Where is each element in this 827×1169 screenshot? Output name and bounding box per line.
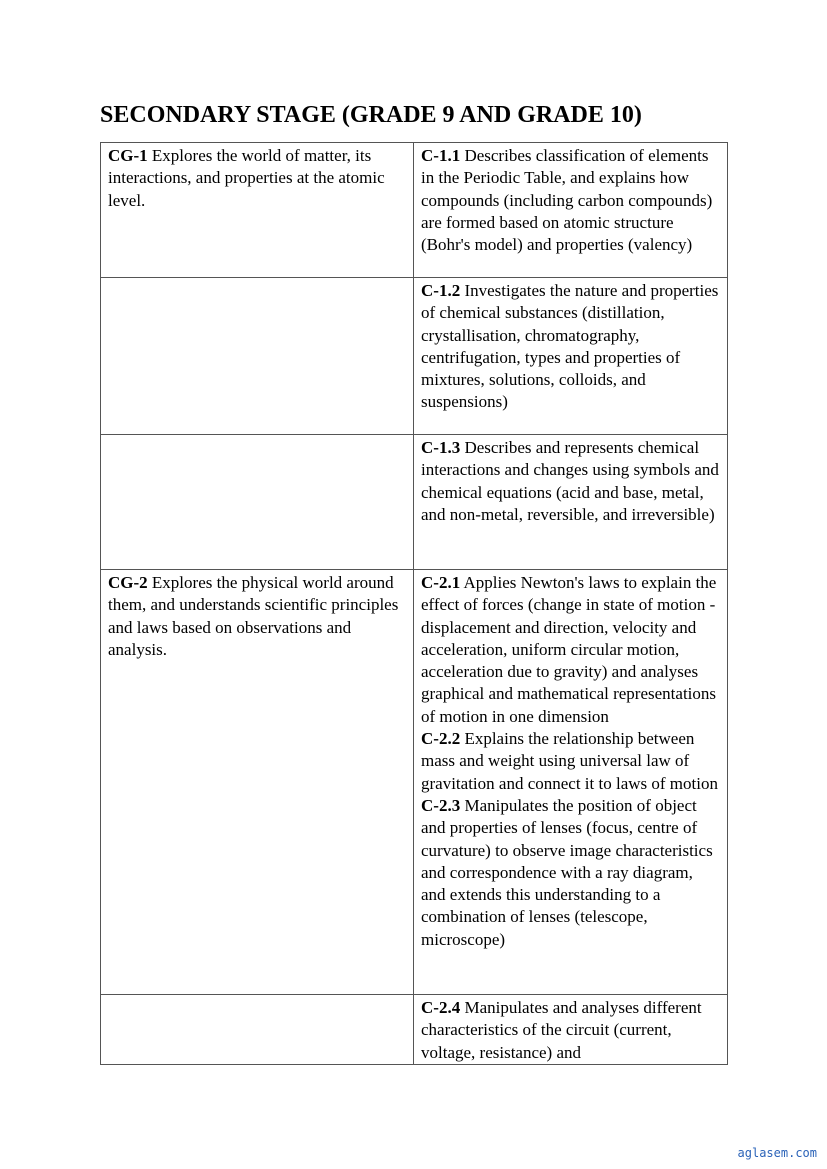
competency-text: Explains the relationship between mass and weight using universal law of gravitation and connect it to laws of motion (421, 729, 718, 793)
table-row (101, 435, 728, 570)
competency-text: Manipulates and analyses different characteristics of the circuit (current, voltage, resistance) and (421, 998, 702, 1062)
goal-code: CG-1 (108, 146, 148, 165)
competency-text: Investigates the nature and properties of chemical substances (distillation, crystallisation, chromatography, centrifugation, types and properties of mixtures, solutions, colloids, and suspensions) (421, 281, 719, 412)
competency-item (421, 728, 721, 795)
competency-code: C-1.2 (421, 281, 461, 300)
competency-code: C-1.3 (421, 438, 461, 457)
watermark-link[interactable]: aglasem.com (737, 1146, 817, 1160)
competency-code: C-2.4 (421, 998, 461, 1017)
goal-text: Explores the world of matter, its interactions, and properties at the atomic level. (108, 146, 385, 210)
table-row (101, 570, 728, 995)
competency-cell (414, 570, 728, 995)
goal-text: Explores the physical world around them, and understands scientific principles and laws based on observations and analysis. (108, 573, 399, 659)
table-row (101, 278, 728, 435)
competency-code: C-2.2 (421, 729, 461, 749)
curricular-goal-cell (101, 143, 414, 278)
curricular-goal-cell (101, 995, 414, 1065)
competency-text: Describes and represents chemical interactions and changes using symbols and chemical equations (acid and base, metal, and non-metal, reversible, and irreversible) (421, 438, 719, 524)
curricular-goal-cell (101, 435, 414, 570)
competency-text: Manipulates the position of object and properties of lenses (focus, centre of curvature) to observe image characteristics and correspondence with a ray diagram, and extends this understanding to a combination of lenses (telescope, microscope) (421, 795, 713, 949)
competency-cell (414, 995, 728, 1065)
competency-code: C-2.3 (421, 795, 461, 815)
goal-code: CG-2 (108, 573, 148, 592)
curricular-goal-cell (101, 570, 414, 995)
table-row (101, 995, 728, 1065)
competency-item (421, 572, 721, 728)
competency-code: C-1.1 (421, 146, 461, 165)
table-row (101, 143, 728, 278)
competency-cell (414, 143, 728, 278)
page-title: SECONDARY STAGE (GRADE 9 AND GRADE 10) (100, 102, 642, 128)
competency-code: C-2.1 (421, 573, 461, 592)
competency-cell (414, 278, 728, 435)
competency-item (421, 795, 721, 951)
competency-cell (414, 435, 728, 570)
competency-text: Applies Newton's laws to explain the effect of forces (change in state of motion - displacement and direction, velocity and acceleration, uniform circular motion, acceleration due to gravity) and analyses graphical and mathematical representations of motion in one dimension (421, 573, 717, 726)
curriculum-table (100, 142, 728, 1065)
competency-text: Describes classification of elements in the Periodic Table, and explains how compounds (including carbon compounds) are formed based on atomic structure (Bohr's model) and properties (valency) (421, 146, 713, 255)
curricular-goal-cell (101, 278, 414, 435)
